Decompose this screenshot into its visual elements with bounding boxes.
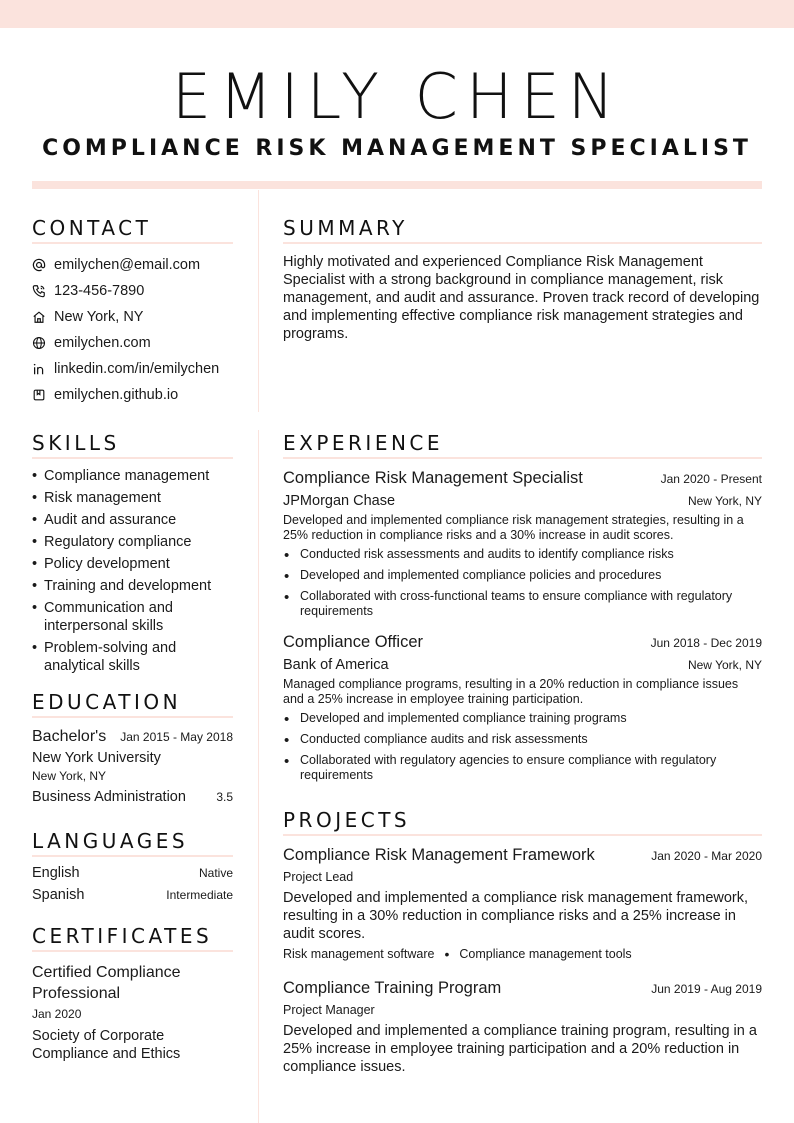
contact-location-text: New York, NY bbox=[54, 309, 144, 325]
phone-icon bbox=[32, 284, 46, 298]
contact-website-text: emilychen.com bbox=[54, 335, 151, 351]
job-header bbox=[283, 469, 762, 488]
education-heading: EDUCATION bbox=[32, 690, 182, 714]
contact-section bbox=[32, 215, 233, 408]
project-entry bbox=[283, 846, 762, 962]
column-divider-top bbox=[258, 190, 259, 412]
skill-item: • Training and development bbox=[32, 577, 233, 595]
skill-item: • Risk management bbox=[32, 489, 233, 507]
job-description: Managed compliance programs, resulting in a 20% reduction in compliance issues and a 25% increase in employee training participation. bbox=[283, 677, 739, 706]
project-tools bbox=[283, 946, 762, 962]
project-header bbox=[283, 846, 762, 865]
skill-item: • Audit and assurance bbox=[32, 511, 233, 529]
education-dates: Jan 2015 - May 2018 bbox=[120, 730, 233, 744]
project-tool: Risk management software bbox=[283, 947, 435, 961]
skill-item: • Compliance management bbox=[32, 467, 233, 485]
certificate-name: Certified Compliance Professional bbox=[32, 964, 181, 1002]
projects-section bbox=[283, 807, 762, 1076]
column-divider-bottom bbox=[258, 430, 259, 1123]
section-rule bbox=[283, 834, 762, 836]
project-description: Developed and implemented a compliance risk management framework, resulting in a 30% reduction in compliance risks and a 25% increase in audit scores. bbox=[283, 890, 749, 942]
languages-heading: LANGUAGES bbox=[32, 829, 189, 853]
header-divider bbox=[32, 181, 762, 189]
job-company: JPMorgan Chase bbox=[283, 493, 396, 509]
section-rule bbox=[32, 950, 233, 952]
job-bullets bbox=[283, 711, 762, 783]
candidate-role: COMPLIANCE RISK MANAGEMENT SPECIALIST bbox=[42, 136, 752, 161]
skill-item: • Problem-solving and analytical skills bbox=[32, 639, 233, 675]
project-tool: Compliance management tools bbox=[459, 947, 632, 961]
section-rule bbox=[283, 457, 762, 459]
top-accent-band bbox=[0, 0, 794, 28]
project-role: Project Lead bbox=[283, 870, 354, 884]
job-entry bbox=[283, 633, 762, 783]
language-name: Spanish bbox=[32, 887, 85, 903]
contact-list bbox=[32, 252, 233, 408]
linkedin-icon bbox=[32, 362, 46, 376]
contact-heading: CONTACT bbox=[32, 216, 152, 240]
language-name: English bbox=[32, 865, 80, 881]
certificate-date: Jan 2020 bbox=[32, 1007, 82, 1021]
job-subheader bbox=[283, 657, 762, 673]
certificates-heading: CERTIFICATES bbox=[32, 924, 213, 948]
contact-phone-text: 123-456-7890 bbox=[54, 283, 145, 299]
job-header bbox=[283, 633, 762, 652]
projects-heading: PROJECTS bbox=[283, 808, 411, 832]
languages-list bbox=[32, 862, 233, 906]
resume-header bbox=[0, 60, 794, 161]
job-bullet: • Collaborated with regulatory agencies to ensure compliance with regulatory requirements bbox=[283, 753, 762, 783]
certificate-org: Society of Corporate Compliance and Ethics bbox=[32, 1028, 181, 1062]
contact-website[interactable] bbox=[32, 330, 233, 356]
language-row bbox=[32, 884, 233, 906]
language-level: Intermediate bbox=[166, 888, 233, 902]
project-title: Compliance Risk Management Framework bbox=[283, 846, 595, 864]
education-section bbox=[32, 689, 233, 805]
project-dates: Jan 2020 - Mar 2020 bbox=[651, 849, 762, 863]
language-level: Native bbox=[198, 866, 233, 880]
job-bullet: • Conducted risk assessments and audits to identify compliance risks bbox=[283, 547, 762, 562]
at-icon bbox=[32, 258, 46, 272]
education-degree-row bbox=[32, 728, 233, 746]
project-role: Project Manager bbox=[283, 1003, 375, 1017]
contact-linkedin-text: linkedin.com/in/emilychen bbox=[54, 361, 220, 377]
job-dates: Jan 2020 - Present bbox=[660, 472, 762, 486]
project-dates: Jun 2019 - Aug 2019 bbox=[651, 982, 762, 996]
experience-heading: EXPERIENCE bbox=[283, 431, 444, 455]
contact-phone[interactable] bbox=[32, 278, 233, 304]
skill-item: • Policy development bbox=[32, 555, 233, 573]
section-rule bbox=[32, 855, 233, 857]
job-bullet: • Collaborated with cross-functional teams to ensure compliance with regulatory requirements bbox=[283, 589, 762, 619]
job-entry bbox=[283, 469, 762, 619]
project-description: Developed and implemented a compliance training program, resulting in a 25% increase in employee training participation and a 20% reduction in compliance issues. bbox=[283, 1023, 757, 1075]
project-entry bbox=[283, 979, 762, 1076]
job-description: Developed and implemented compliance risk management strategies, resulting in a 25% reduction in compliance risks and a 30% increase in audit scores. bbox=[283, 513, 744, 542]
github-icon bbox=[32, 388, 46, 402]
job-location: New York, NY bbox=[687, 658, 762, 672]
education-location: New York, NY bbox=[32, 769, 107, 783]
project-title: Compliance Training Program bbox=[283, 979, 502, 997]
section-rule bbox=[32, 242, 233, 244]
contact-github-text: emilychen.github.io bbox=[54, 387, 179, 403]
contact-email[interactable] bbox=[32, 252, 233, 278]
education-field: Business Administration bbox=[32, 789, 186, 805]
job-title: Compliance Risk Management Specialist bbox=[283, 469, 583, 487]
summary-heading: SUMMARY bbox=[283, 216, 408, 240]
education-field-row bbox=[32, 789, 233, 805]
experience-section bbox=[283, 430, 762, 789]
job-subheader bbox=[283, 493, 762, 509]
contact-location bbox=[32, 304, 233, 330]
skills-section bbox=[32, 430, 233, 679]
bullet-separator: • bbox=[444, 946, 450, 962]
job-dates: Jun 2018 - Dec 2019 bbox=[650, 636, 762, 650]
job-company: Bank of America bbox=[283, 657, 389, 673]
summary-text: Highly motivated and experienced Compliance Risk Management Specialist with a strong background in compliance management, risk management, and audit and assurance. Proven track record of developing and implementing effective compliance risk management strategies and programs. bbox=[283, 254, 760, 342]
skills-heading: SKILLS bbox=[32, 431, 120, 455]
contact-linkedin[interactable] bbox=[32, 356, 233, 382]
job-title: Compliance Officer bbox=[283, 633, 424, 651]
certificates-section bbox=[32, 923, 233, 1063]
contact-github[interactable] bbox=[32, 382, 233, 408]
language-row bbox=[32, 862, 233, 884]
globe-icon bbox=[32, 336, 46, 350]
candidate-name: EMILY CHEN bbox=[171, 60, 623, 133]
section-rule bbox=[32, 716, 233, 718]
contact-email-text: emilychen@email.com bbox=[54, 257, 201, 273]
job-location: New York, NY bbox=[687, 494, 762, 508]
section-rule bbox=[32, 457, 233, 459]
job-bullet: • Developed and implemented compliance policies and procedures bbox=[283, 568, 762, 583]
skill-item: • Communication and interpersonal skills bbox=[32, 599, 233, 635]
skills-list bbox=[32, 467, 233, 675]
education-school: New York University bbox=[32, 750, 161, 766]
education-degree: Bachelor's bbox=[32, 728, 107, 745]
project-header bbox=[283, 979, 762, 998]
job-bullet: • Conducted compliance audits and risk assessments bbox=[283, 732, 762, 747]
home-icon bbox=[32, 310, 46, 324]
section-rule bbox=[283, 242, 762, 244]
job-bullet: • Developed and implemented compliance training programs bbox=[283, 711, 762, 726]
languages-section bbox=[32, 828, 233, 906]
education-gpa: 3.5 bbox=[216, 790, 233, 804]
job-bullets bbox=[283, 547, 762, 619]
summary-section bbox=[283, 215, 762, 343]
skill-item: • Regulatory compliance bbox=[32, 533, 233, 551]
